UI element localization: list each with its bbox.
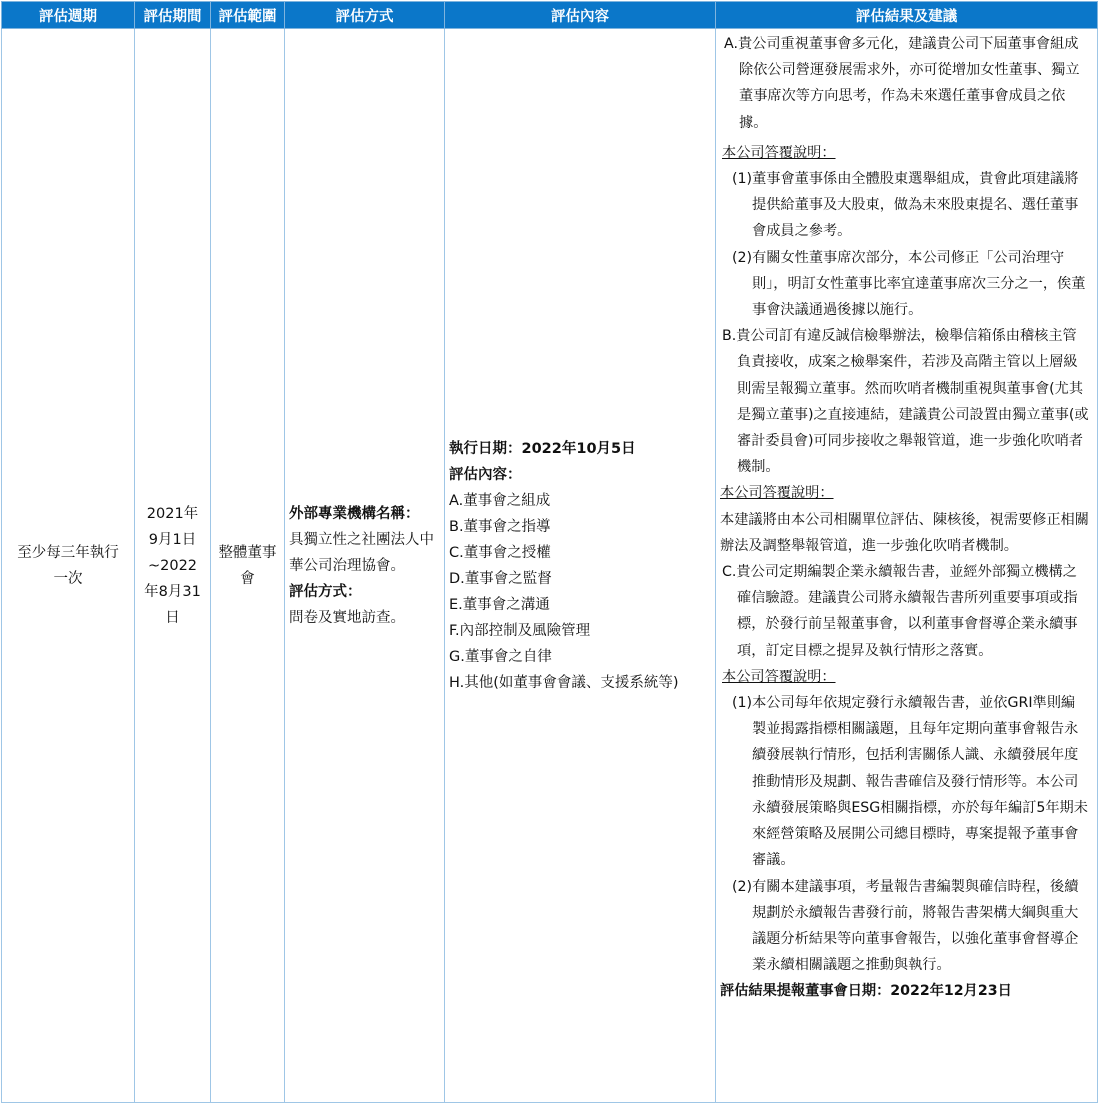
reply-label-b: 本公司答覆說明：: [720, 485, 834, 502]
org-label: 外部專業機構名稱：: [289, 505, 420, 522]
content-item: H.其他(如董事會會議、支援系統等): [449, 674, 679, 691]
reply-c-1: (1)本公司每年依規定發行永續報告書，並依GRI準則編製並揭露指標相關議題，且每年定期向董事會報告永續發展執行情形，包括利害關係人識、永續發展年度推動情形及規劃、報告書確信及發行情形等。本公司永續發展策略與ESG相關指標，亦於每年編訂5年期未來經營策略及展開公司總目標時，專案提報予董事會審議。: [732, 695, 1088, 869]
suggestion-b: B.貴公司訂有違反誠信檢舉辦法，檢舉信箱係由稽核主管負責接收，成案之檢舉案件，若涉及高階主管以上層級則需呈報獨立董事。然而吹哨者機制重視與董事會(尤其是獨立董事)之直接連結，建議貴公司設置由獨立董事(或審計委員會)可同步接收之舉報管道，進一步強化吹哨者機制。: [722, 328, 1089, 476]
reply-a-1: (1)董事會董事係由全體股東選舉組成，貴會此項建議將提供給董事及大股東，做為未來股東提名、選任董事會成員之參考。: [732, 171, 1079, 240]
period-cell: [135, 29, 211, 1103]
content-label: 評估內容：: [449, 466, 522, 483]
execution-date: 執行日期：2022年10月5日: [449, 440, 636, 457]
reply-label-a: 本公司答覆說明：: [722, 144, 836, 161]
cycle-cell: [2, 29, 135, 1103]
report-date: 評估結果提報董事會日期：2022年12月23日: [720, 983, 1012, 1000]
method-cell: [285, 29, 445, 1103]
header-cycle: 評估週期: [2, 2, 135, 29]
header-content: 評估內容: [445, 2, 716, 29]
period-text: 2021年9月1日~2022年8月31日: [144, 505, 201, 626]
header-method: 評估方式: [285, 2, 445, 29]
reply-a-2: (2)有關女性董事席次部分，本公司修正「公司治理守則」，明訂女性董事比率宜達董事席次三分之一，俟董事會決議通過後據以施行。: [732, 249, 1086, 319]
scope-text: 整體董事會: [218, 544, 277, 587]
result-cell: [716, 29, 1098, 1103]
content-cell: [445, 29, 716, 1103]
header-period: 評估期間: [135, 2, 211, 29]
header-scope: 評估範圍: [211, 2, 285, 29]
content-item: B.董事會之指導: [449, 518, 551, 535]
scope-cell: [211, 29, 285, 1103]
content-item: G.董事會之自律: [449, 648, 552, 665]
suggestion-a: A.貴公司重視董事會多元化，建議貴公司下屆董事會組成除依公司營運發展需求外，亦可從增加女性董事、獨立董事席次等方向思考，作為未來選任董事會成員之依據。: [724, 36, 1080, 131]
header-result: 評估結果及建議: [716, 2, 1098, 29]
content-item: C.董事會之授權: [449, 544, 551, 561]
method-label: 評估方式：: [289, 583, 362, 600]
cycle-text: 至少每三年執行一次: [17, 544, 119, 587]
reply-label-c: 本公司答覆說明：: [722, 668, 836, 685]
content-item: D.董事會之監督: [449, 570, 552, 587]
content-item: F.內部控制及風險管理: [449, 622, 591, 639]
header-row: [2, 2, 1098, 29]
table-row: [2, 29, 1098, 1103]
content-item: A.董事會之組成: [449, 492, 551, 509]
reply-b: 本建議將由本公司相關單位評估、陳核後，視需要修正相關辦法及調整舉報管道，進一步強化吹哨者機制。: [720, 511, 1089, 554]
reply-c-2: (2)有關本建議事項，考量報告書編製與確信時程，後續規劃於永續報告書發行前，將報告書架構大綱與重大議題分析結果等向董事會報告，以強化董事會督導企業永續相關議題之推動與執行。: [732, 878, 1079, 974]
evaluation-table: [1, 1, 1098, 1103]
suggestion-c: C.貴公司定期編製企業永續報告書，並經外部獨立機構之確信驗證。建議貴公司將永續報告書所列重要事項或指標，於發行前呈報董事會，以利董事會督導企業永續事項，訂定目標之提昇及執行情形之落實。: [722, 564, 1078, 659]
content-item: E.董事會之溝通: [449, 596, 550, 613]
org-value: 具獨立性之社團法人中華公司治理協會。: [289, 531, 434, 574]
method-value: 問卷及實地訪查。: [289, 609, 405, 626]
